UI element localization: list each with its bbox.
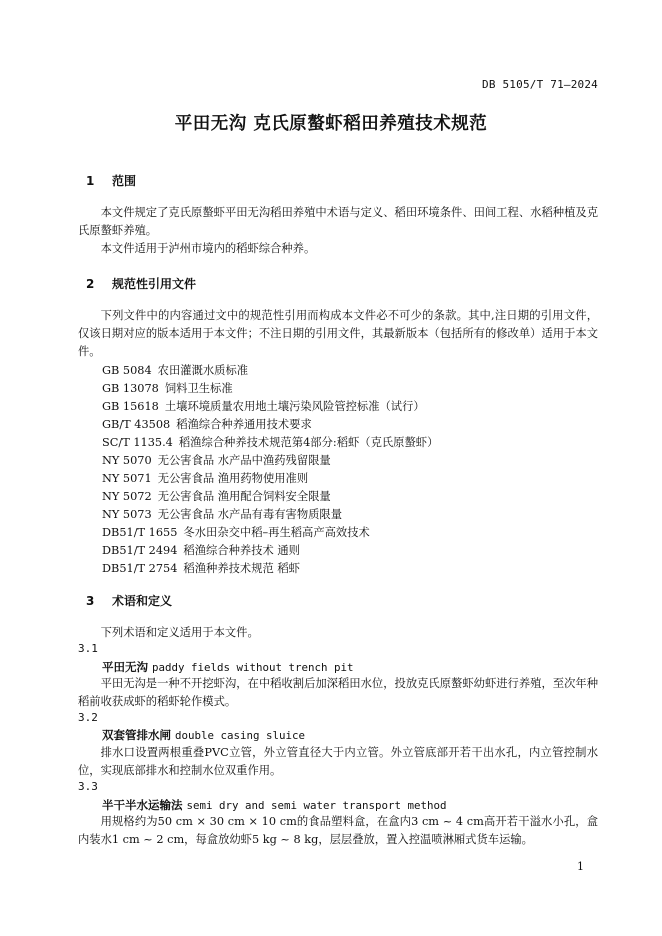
reference-name: 冬水田杂交中稻–再生稻高产高效技术 [183, 526, 370, 539]
reference-item [102, 470, 308, 486]
reference-code: NY 5073 [102, 508, 152, 521]
term-name-en: double casing sluice [175, 729, 306, 742]
reference-code: NY 5071 [102, 472, 152, 485]
document-title: 平田无沟 克氏原螯虾稻田养殖技术规范 [174, 114, 488, 134]
reference-code: DB51/T 2494 [102, 544, 178, 557]
reference-item [102, 506, 342, 522]
reference-item [102, 416, 312, 432]
reference-item [102, 560, 300, 576]
reference-name: 农田灌溉水质标准 [157, 364, 249, 377]
term-number: 3.2 [78, 711, 98, 724]
reference-name: 无公害食品 渔用药物使用准则 [157, 472, 309, 485]
paragraph: 下列术语和定义适用于本文件。 [100, 626, 259, 639]
section-heading-scope [86, 172, 136, 189]
section-title: 范围 [112, 174, 137, 188]
term-number: 3.3 [78, 780, 98, 793]
term-name-en: paddy fields without trench pit [152, 661, 354, 674]
section-title: 规范性引用文件 [112, 277, 197, 291]
term-title [102, 659, 354, 675]
reference-item [102, 380, 233, 396]
reference-name: 无公害食品 渔用配合饲料安全限量 [157, 490, 331, 503]
reference-item [102, 488, 331, 504]
reference-code: GB 5084 [102, 364, 152, 377]
reference-name: 稻渔综合种养技术 通则 [183, 544, 300, 557]
reference-name: 无公害食品 水产品中渔药残留限量 [157, 454, 331, 467]
page-number: 1 [577, 860, 584, 873]
reference-name: 无公害食品 水产品有毒有害物质限量 [157, 508, 343, 521]
reference-name: 稻渔综合种养通用技术要求 [176, 418, 312, 431]
reference-item [102, 452, 331, 468]
reference-name: 饲料卫生标准 [164, 382, 233, 395]
reference-item [102, 362, 248, 378]
section-heading-normative-references [86, 275, 196, 292]
term-name-zh: 平田无沟 [102, 660, 148, 674]
reference-code: GB 13078 [102, 382, 159, 395]
section-heading-terms-and-definitions [86, 592, 172, 609]
reference-name: 稻渔种养技术规范 稻虾 [183, 562, 300, 575]
reference-code: DB51/T 2754 [102, 562, 178, 575]
term-definition: 平田无沟是一种不开挖虾沟，在中稻收割后加深稻田水位，投放克氏原螯虾幼虾进行养殖，至次年种稻前收获成虾的稻虾轮作模式。 [78, 677, 598, 709]
term-name-zh: 半干半水运输法 [102, 798, 183, 812]
reference-name: 稻渔综合种养技术规范第4部分:稻虾（克氏原螯虾） [178, 436, 439, 449]
term-title [102, 797, 447, 813]
section-number: 2 [86, 277, 95, 291]
paragraph: 本文件规定了克氏原螯虾平田无沟稻田养殖中术语与定义、稻田环境条件、田间工程、水稻种植及克氏原螯虾养殖。 [78, 206, 598, 238]
term-name-en: semi dry and semi water transport method [186, 799, 447, 812]
paragraph: 下列文件中的内容通过文中的规范性引用而构成本文件必不可少的条款。其中,注日期的引用文件，仅该日期对应的版本适用于本文件；不注日期的引用文件，其最新版本（包括所有的修改单）适用于本文件。 [78, 309, 598, 359]
term-number: 3.1 [78, 642, 98, 655]
term-title [102, 727, 305, 743]
paragraph: 本文件适用于泸州市境内的稻虾综合种养。 [100, 242, 316, 255]
reference-code: GB 15618 [102, 400, 159, 413]
term-definition: 排水口设置两根重叠PVC立管，外立管直径大于内立管。外立管底部开若干出水孔，内立管控制水位，实现底部排水和控制水位双重作用。 [78, 746, 598, 778]
term-definition: 用规格约为50 cm × 30 cm × 10 cm的食品塑料盒，在盒内3 cm ~ 4 cm高开若干溢水小孔，盒内装水1 cm ~ 2 cm，每盒放幼虾5 kg ~ 8 kg，层层叠放，置入控温喷淋厢式货车运输。 [78, 815, 598, 847]
reference-code: DB51/T 1655 [102, 526, 178, 539]
section-title: 术语和定义 [112, 594, 173, 608]
reference-item [102, 434, 438, 450]
reference-item [102, 524, 370, 540]
term-name-zh: 双套管排水闸 [102, 728, 171, 742]
reference-code: NY 5070 [102, 454, 152, 467]
reference-code: NY 5072 [102, 490, 152, 503]
section-number: 3 [86, 594, 95, 608]
reference-code: GB/T 43508 [102, 418, 171, 431]
standard-code: DB 5105/T 71—2024 [482, 78, 598, 91]
reference-code: SC/T 1135.4 [102, 436, 173, 449]
section-number: 1 [86, 174, 95, 188]
reference-item [102, 398, 425, 414]
reference-name: 土壤环境质量农用地土壤污染风险管控标准（试行） [164, 400, 425, 413]
reference-item [102, 542, 300, 558]
